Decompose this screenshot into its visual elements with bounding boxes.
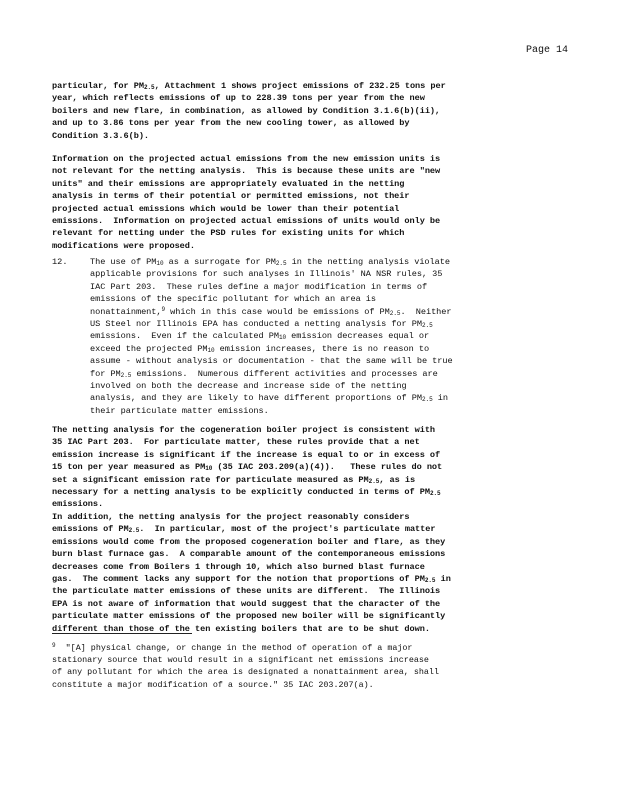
- text-line: set a significant emission rate for particulate measured as $PM_{2.5}$, as is: [52, 474, 416, 485]
- text-line: assume - without analysis or documentation - that the same will be true: [90, 356, 453, 367]
- text-line: 15 ton per year measured as $PM_{10}$ (35 IAC 203.209(a)(4)). These rules do not: [52, 462, 443, 473]
- footnote-divider: [52, 633, 192, 634]
- text-line: emissions would come from the proposed cogeneration boiler and flare, as they: [52, 536, 446, 547]
- paragraph-2: [52, 153, 574, 252]
- text-line: exceed the projected $PM_{10}$ emission increases, there is no reason to: [90, 343, 430, 354]
- text-line: EPA is not aware of information that would suggest that the character of the: [52, 598, 441, 609]
- text-line: Condition 3.3.6(b).: [52, 130, 150, 141]
- text-line: relevant for netting under the PSD rules for existing units for which: [52, 228, 405, 239]
- comment-12: [90, 256, 580, 417]
- text-line: necessary for a netting analysis to be explicitly conducted in terms of $PM_{2.5}$: [52, 487, 441, 498]
- text-line: decreases come from Boilers 1 through 10, which also burned blast furnace: [52, 561, 425, 572]
- text-line: applicable provisions for such analyses in Illinois' NA NSR rules, 35: [90, 269, 443, 280]
- text-line: gas. The comment lacks any support for the notion that proportions of $PM_{2.5}$ in: [52, 574, 451, 585]
- text-line: different than those of the ten existing boilers that are to be shut down.: [52, 623, 430, 634]
- text-line: emissions. Even if the calculated $PM_{10}$ emission decreases equal or: [90, 331, 430, 342]
- text-line: stationary source that would result in a significant net emissions increase: [52, 655, 429, 666]
- text-line: not relevant for the netting analysis. This is because these units are "new: [52, 166, 441, 177]
- text-line: $^9$ "[A] physical change, or change in the method of operation of a major: [52, 642, 413, 653]
- text-line: emissions.: [52, 499, 104, 510]
- footnote-marker: 9: [52, 642, 56, 649]
- paragraph-3: [52, 424, 574, 511]
- paragraph-4: [52, 511, 574, 635]
- text-line: emission increase is significant if the increase is equal to or in excess of: [52, 449, 441, 460]
- text-line: analysis, and they are likely to have different proportions of $PM_{2.5}$ in: [90, 393, 448, 404]
- text-line: particular, for $PM_{2.5}$, Attachment 1 shows project emissions of 232.25 tons per: [52, 81, 446, 91]
- text-line: emissions of the specific pollutant for which an area is: [90, 294, 376, 305]
- text-line: the particulate matter emissions of these units are different. The Illinois: [52, 586, 441, 597]
- text-line: The netting analysis for the cogeneration boiler project is consistent with: [52, 425, 436, 435]
- text-line: emissions of $PM_{2.5}$. In particular, most of the project's particulate matter: [52, 524, 436, 535]
- footnote-9: [52, 642, 582, 691]
- text-line: analysis in terms of their potential or permitted emissions, not their: [52, 191, 410, 202]
- text-line: and up to 3.86 tons per year from the new cooling tower, as allowed by: [52, 118, 410, 129]
- text-line: modifications were proposed.: [52, 240, 195, 251]
- footnote-ref[interactable]: 9: [161, 305, 166, 313]
- text-line: Information on the projected actual emissions from the new emission units is: [52, 154, 441, 164]
- page-number: Page 14: [525, 45, 568, 56]
- text-line: burn blast furnace gas. A comparable amount of the contemporaneous emissions: [52, 549, 446, 560]
- text-line: boilers and new flare, in combination, as allowed by Condition 3.1.6(b)(ii),: [52, 105, 441, 116]
- text-line: nonattainment,$^9$ which in this case would be emissions of $PM_{2.5}$. Neither: [90, 305, 452, 317]
- text-line: particulate matter emissions of the proposed new boiler will be significantly: [52, 611, 446, 622]
- text-line: units" and their emissions are appropriately evaluated in the netting: [52, 178, 405, 189]
- text-line: involved on both the decrease and increase side of the netting: [90, 381, 407, 392]
- text-line: for $PM_{2.5}$ emissions. Numerous different activities and processes are: [90, 368, 438, 379]
- text-line: projected actual emissions which would be lower than their potential: [52, 203, 400, 214]
- text-line: 35 IAC Part 203. For particulate matter, these rules provide that a net: [52, 437, 420, 448]
- text-line: emissions. Information on projected actual emissions of units would only be: [52, 216, 441, 227]
- text-line: US Steel nor Illinois EPA has conducted a netting analysis for $PM_{2.5}$: [90, 319, 433, 330]
- text-line: of any pollutant for which the area is designated a nonattainment area, shall: [52, 667, 439, 678]
- text-line: year, which reflects emissions of up to 228.39 tons per year from the new: [52, 93, 425, 104]
- text-line: In addition, the netting analysis for the project reasonably considers: [52, 512, 410, 522]
- text-line: constitute a major modification of a source." 35 IAC 203.207(a).: [52, 679, 374, 690]
- text-line: The use of $PM_{10}$ as a surrogate for $PM_{2.5}$ in the netting analysis violate: [90, 257, 450, 267]
- item-number-12: 12.: [52, 257, 68, 267]
- text-line: IAC Part 203. These rules define a major modification in terms of: [90, 281, 428, 292]
- paragraph-1: [52, 80, 574, 142]
- text-line: their particulate matter emissions.: [90, 405, 269, 416]
